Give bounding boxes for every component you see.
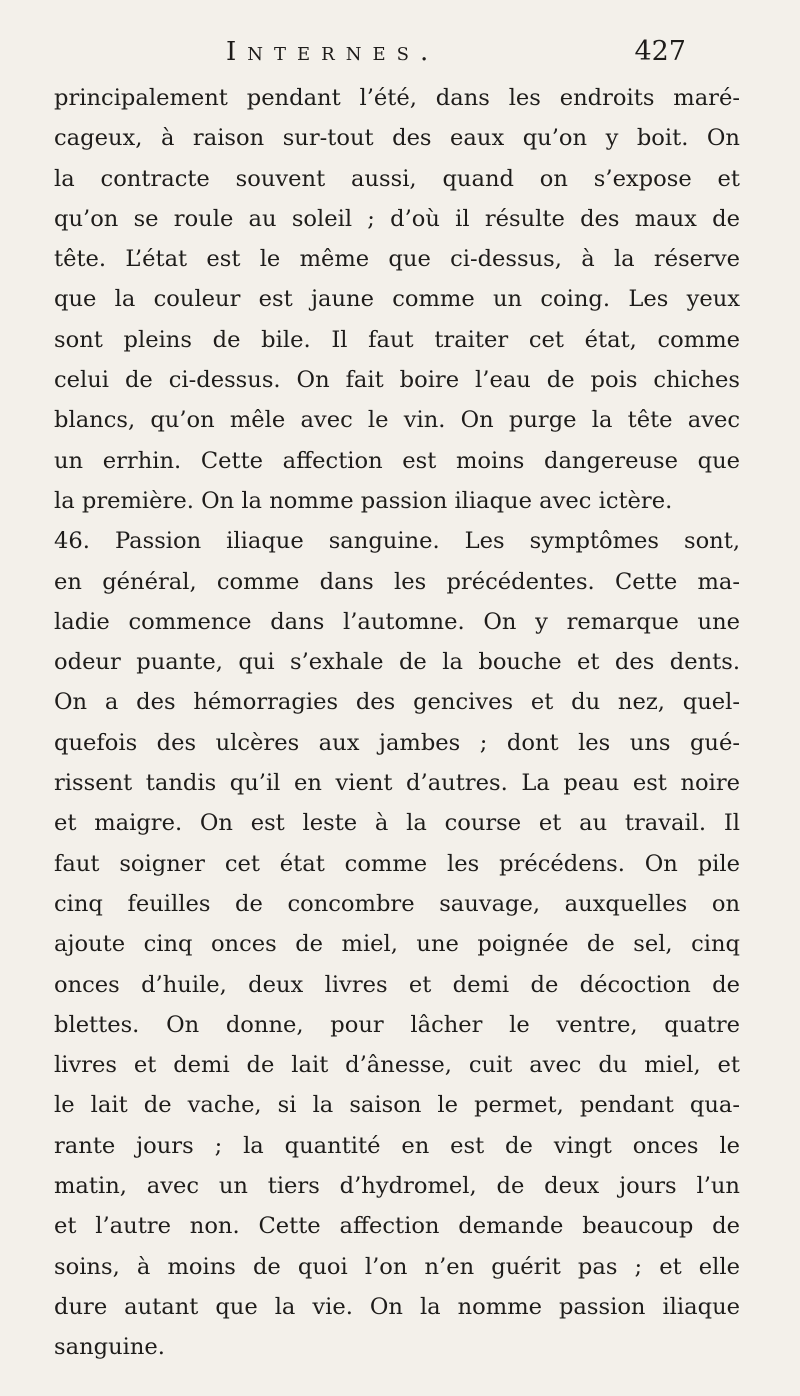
text-line: en général, comme dans les précédentes. Cette ma- [54,568,740,595]
text-line: odeur puante, qui s’exhale de la bouche et des dents. [54,649,740,676]
running-title: Internes. [226,37,440,67]
text-line: quefois des ulcères aux jambes ; dont les uns gué- [54,729,740,756]
text-line: blancs, qu’on mêle avec le vin. On purge la tête avec [54,407,740,434]
text-line: la contracte souvent aussi, quand on s’expose et [54,165,740,192]
text-line: que la couleur est jaune comme un coing. Les yeux [54,286,740,313]
body-text [54,78,740,1368]
text-line: tête. L’état est le même que ci-dessus, à la réserve [54,246,740,273]
text-line: dure autant que la vie. On la nomme passion iliaque [54,1293,740,1320]
text-line: sanguine. [54,1334,165,1361]
text-line: livres et demi de lait d’ânesse, cuit avec du miel, et [54,1052,740,1079]
text-line: soins, à moins de quoi l’on n’en guérit pas ; et elle [54,1253,740,1280]
text-line: faut soigner cet état comme les précédens. On pile [54,850,740,877]
text-line: et l’autre non. Cette affection demande beaucoup de [54,1213,740,1240]
page-header [226,32,686,72]
text-line: celui de ci-dessus. On fait boire l’eau de pois chiches [54,367,740,394]
text-line: principalement pendant l’été, dans les endroits maré- [54,85,740,111]
text-line: cageux, à raison sur-tout des eaux qu’on y boit. On [54,125,740,152]
text-line: rante jours ; la quantité en est de vingt onces le [54,1132,740,1159]
text-line: qu’on se roule au soleil ; d’où il résulte des maux de [54,205,740,232]
text-line: onces d’huile, deux livres et demi de décoction de [54,971,740,998]
text-line: cinq feuilles de concombre sauvage, auxquelles on [54,890,740,917]
text-line: ladie commence dans l’automne. On y remarque une [54,608,740,635]
text-line: le lait de vache, si la saison le permet, pendant qua- [54,1092,740,1119]
text-line: blettes. On donne, pour lâcher le ventre, quatre [54,1011,740,1038]
page-number: 427 [634,36,686,67]
text-line: 46. Passion iliaque sanguine. Les symptômes sont, [54,528,740,555]
text-line: On a des hémorragies des gencives et du nez, quel- [54,689,740,716]
text-line: la première. On la nomme passion iliaque avec ictère. [54,487,673,514]
text-line: matin, avec un tiers d’hydromel, de deux jours l’un [54,1173,740,1200]
text-line: ajoute cinq onces de miel, une poignée de sel, cinq [54,931,740,958]
text-line: un errhin. Cette affection est moins dangereuse que [54,447,740,474]
text-line: rissent tandis qu’il en vient d’autres. La peau est noire [54,770,740,797]
text-line: sont pleins de bile. Il faut traiter cet état, comme [54,326,740,353]
text-line: et maigre. On est leste à la course et au travail. Il [54,810,740,837]
